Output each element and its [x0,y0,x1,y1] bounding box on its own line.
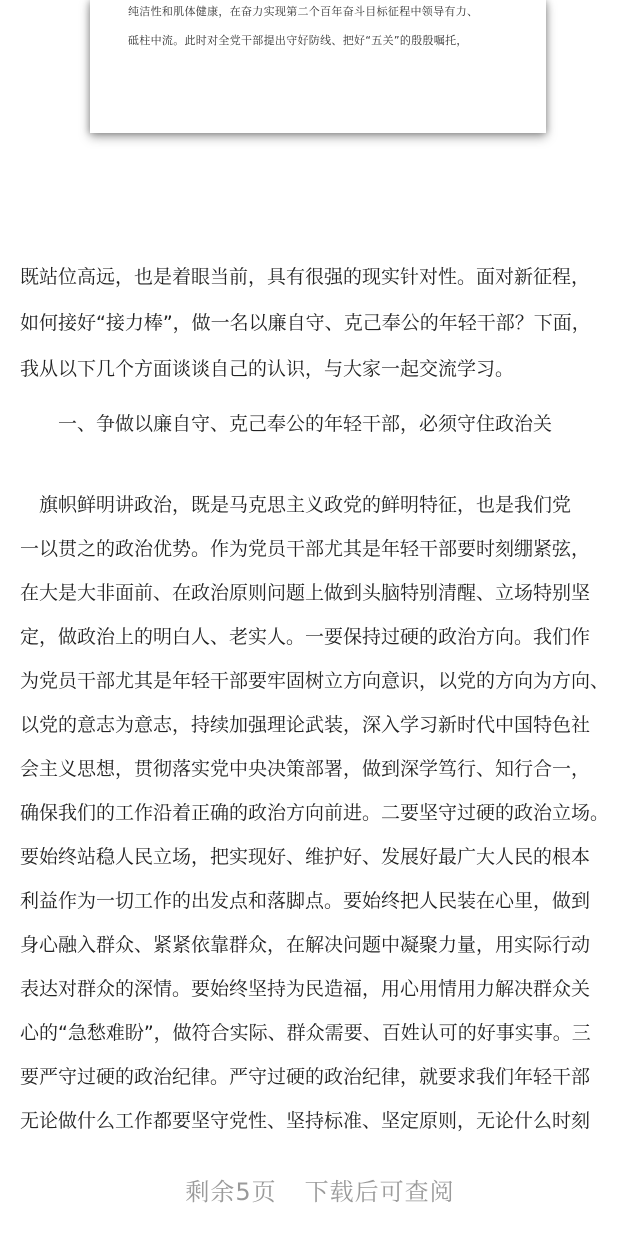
document-preview-card [90,0,546,133]
body-line: 心的“急愁难盼”，做符合实际、群众需要、百姓认可的好事实事。三 [20,1022,591,1044]
body-line: 利益作为一切工作的出发点和落脚点。要始终把人民装在心里，做到 [20,890,591,912]
body-line: 为党员干部尤其是年轻干部要牢固树立方向意识，以党的方向为方向、 [20,670,610,692]
body-line: 在大是大非面前、在政治原则问题上做到头脑特别清醒、立场特别坚 [20,582,591,604]
body-line: 以党的意志为意志，持续加强理论武装，深入学习新时代中国特色社 [20,714,591,736]
intro-line: 既站位高远，也是着眼当前，具有很强的现实针对性。面对新征程， [20,266,591,288]
section-heading: 一、争做以廉自守、克己奉公的年轻干部，必须守住政治关 [58,413,553,435]
body-line: 要严守过硬的政治纪律。严守过硬的政治纪律，就要求我们年轻干部 [20,1066,591,1088]
preview-line: 纯洁性和肌体健康，在奋力实现第二个百年奋斗目标征程中领导有力、 [128,5,479,18]
body-line: 确保我们的工作沿着正确的政治方向前进。二要坚守过硬的政治立场。 [20,802,610,824]
body-line: 旗帜鲜明讲政治，既是马克思主义政党的鲜明特征，也是我们党 [20,494,572,516]
body-line: 定，做政治上的明白人、老实人。一要保持过硬的政治方向。我们作 [20,626,591,648]
body-line: 要始终站稳人民立场，把实现好、维护好、发展好最广大人民的根本 [20,846,591,868]
remaining-pages-label[interactable]: 剩余5页 [185,1178,277,1206]
body-line: 身心融入群众、紧紧依靠群众，在解决问题中凝聚力量，用实际行动 [20,934,591,956]
download-to-view-label[interactable]: 下载后可查阅 [304,1178,455,1206]
preview-line: 砥柱中流。此时对全党干部提出守好防线、把好“五关”的殷殷嘱托， [128,34,468,47]
body-line: 无论做什么工作都要坚守党性、坚持标准、坚定原则，无论什么时刻 [20,1110,591,1132]
body-line: 会主义思想，贯彻落实党中央决策部署，做到深学笃行、知行合一， [20,758,591,780]
body-line: 一以贯之的政治优势。作为党员干部尤其是年轻干部要时刻绷紧弦， [20,538,591,560]
download-prompt[interactable] [0,1172,640,1207]
intro-line: 我从以下几个方面谈谈自己的认识，与大家一起交流学习。 [20,358,515,380]
intro-line: 如何接好“接力棒”，做一名以廉自守、克己奉公的年轻干部？下面， [20,312,591,334]
body-line: 表达对群众的深情。要始终坚持为民造福，用心用情用力解决群众关 [20,978,591,1000]
